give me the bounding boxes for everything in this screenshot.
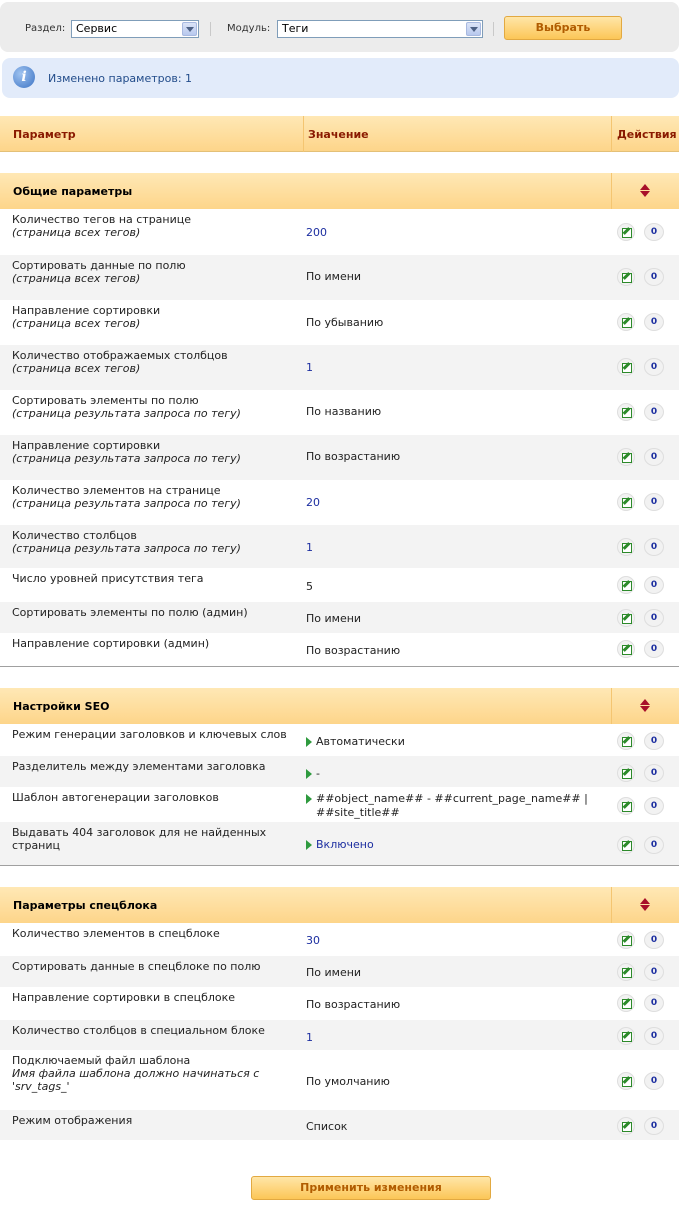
param-name [12, 791, 302, 804]
param-label: Сортировать данные в спецблоке по полю [12, 960, 261, 973]
module-select[interactable] [277, 20, 483, 38]
param-value[interactable]: По убыванию [306, 316, 384, 329]
column-divider [611, 116, 612, 152]
edit-icon[interactable] [617, 448, 635, 466]
edit-icon[interactable] [617, 732, 635, 750]
edit-icon[interactable] [617, 931, 635, 949]
table-row [0, 1110, 679, 1140]
edit-icon[interactable] [617, 493, 635, 511]
param-value[interactable]: Автоматически [306, 735, 606, 749]
chevron-down-icon[interactable] [182, 22, 197, 36]
table-row [0, 435, 679, 480]
module-select-value: Теги [282, 22, 309, 35]
edit-icon[interactable] [617, 403, 635, 421]
param-hint: (страница всех тегов) [12, 226, 141, 239]
reset-zero-button[interactable]: 0 [644, 538, 664, 556]
table-row [0, 602, 679, 633]
info-icon: i [13, 66, 35, 88]
section-divider [0, 666, 679, 667]
reset-zero-button[interactable]: 0 [644, 963, 664, 981]
table-row [0, 756, 679, 787]
reset-zero-button[interactable]: 0 [644, 576, 664, 594]
param-hint: (страница всех тегов) [12, 317, 141, 330]
info-message-text: Изменено параметров: 1 [48, 72, 193, 85]
param-name [12, 394, 302, 420]
reset-zero-button[interactable]: 0 [644, 268, 664, 286]
edit-icon[interactable] [617, 797, 635, 815]
param-label: Количество тегов на странице [12, 213, 192, 226]
edit-icon[interactable] [617, 1072, 635, 1090]
param-value[interactable]: По имени [306, 966, 362, 979]
apply-changes-button[interactable]: Применить изменения [251, 1176, 491, 1200]
edit-icon[interactable] [617, 576, 635, 594]
param-value[interactable]: По названию [306, 405, 382, 418]
param-name [12, 606, 302, 619]
edit-icon[interactable] [617, 609, 635, 627]
reset-zero-button[interactable]: 0 [644, 403, 664, 421]
edit-icon[interactable] [617, 223, 635, 241]
table-row [0, 1020, 679, 1050]
section-header [0, 887, 679, 923]
edit-icon[interactable] [617, 313, 635, 331]
param-name [12, 484, 302, 510]
column-header-value: Значение [308, 128, 369, 141]
table-row [0, 525, 679, 568]
param-label: Направление сортировки (админ) [12, 637, 210, 650]
param-value[interactable]: 5 [306, 580, 313, 593]
table-header [0, 116, 679, 152]
table-row [0, 300, 679, 345]
reset-zero-button[interactable]: 0 [644, 609, 664, 627]
param-name [12, 213, 302, 239]
reset-zero-button[interactable]: 0 [644, 1072, 664, 1090]
param-name [12, 1024, 302, 1037]
column-header-actions: Действия [617, 128, 677, 141]
table-row [0, 345, 679, 390]
param-label: Режим отображения [12, 1114, 133, 1127]
param-hint: (страница результата запроса по тегу) [12, 542, 241, 555]
divider [210, 22, 211, 36]
param-value[interactable]: 30 [306, 934, 320, 947]
param-value[interactable]: - [306, 767, 606, 781]
reset-zero-button[interactable]: 0 [644, 223, 664, 241]
reset-zero-button[interactable]: 0 [644, 797, 664, 815]
divider [493, 22, 494, 36]
reset-zero-button[interactable]: 0 [644, 931, 664, 949]
edit-icon[interactable] [617, 963, 635, 981]
column-divider [611, 887, 612, 923]
collapse-toggle-icon[interactable] [640, 184, 650, 198]
section-label: Раздел: [25, 23, 66, 34]
table-row [0, 956, 679, 987]
param-value[interactable]: 200 [306, 226, 327, 239]
section-header [0, 688, 679, 724]
reset-zero-button[interactable]: 0 [644, 732, 664, 750]
table-row [0, 1050, 679, 1110]
param-label: Количество столбцов в специальном блоке [12, 1024, 265, 1037]
table-row [0, 633, 679, 666]
param-label: Выдавать 404 заголовок для не найденных страниц [12, 826, 267, 852]
chevron-down-icon[interactable] [466, 22, 481, 36]
param-label: Разделитель между элементами заголовка [12, 760, 266, 773]
param-hint: (страница всех тегов) [12, 272, 141, 285]
table-row [0, 787, 679, 822]
section-title: Параметры спецблока [13, 899, 158, 912]
param-value[interactable]: По возрастанию [306, 450, 401, 463]
param-name [12, 637, 302, 650]
param-label: Направление сортировки [12, 304, 161, 317]
param-label: Сортировать элементы по полю [12, 394, 199, 407]
reset-zero-button[interactable]: 0 [644, 836, 664, 854]
param-value[interactable]: По имени [306, 612, 362, 625]
module-label: Модуль: [227, 23, 271, 34]
param-label: Сортировать элементы по полю (админ) [12, 606, 248, 619]
param-hint: Имя файла шаблона должно начинаться с 'srv_tags_' [12, 1067, 260, 1093]
table-row [0, 255, 679, 300]
param-label: Количество элементов в спецблоке [12, 927, 220, 940]
param-value[interactable]: 1 [306, 361, 313, 374]
edit-icon[interactable] [617, 994, 635, 1012]
table-row [0, 822, 679, 865]
table-row [0, 568, 679, 602]
reset-zero-button[interactable]: 0 [644, 313, 664, 331]
table-row [0, 209, 679, 255]
param-hint: (страница результата запроса по тегу) [12, 497, 241, 510]
param-label: Направление сортировки в спецблоке [12, 991, 236, 1004]
param-name [12, 927, 302, 940]
param-name [12, 529, 302, 555]
param-name [12, 826, 302, 852]
param-value[interactable]: Список [306, 1120, 348, 1133]
column-divider [303, 116, 304, 152]
param-value[interactable]: Включено [306, 838, 606, 852]
param-name [12, 304, 302, 330]
table-row [0, 390, 679, 435]
select-button[interactable]: Выбрать [504, 16, 622, 40]
param-label: Режим генерации заголовков и ключевых слов [12, 728, 287, 741]
param-label: Шаблон автогенерации заголовков [12, 791, 219, 804]
param-label: Сортировать данные по полю [12, 259, 186, 272]
edit-icon[interactable] [617, 1117, 635, 1135]
param-label: Количество отображаемых столбцов [12, 349, 228, 362]
param-name [12, 760, 302, 773]
param-value[interactable]: По имени [306, 270, 362, 283]
param-label: Направление сортировки [12, 439, 161, 452]
param-hint: (страница результата запроса по тегу) [12, 452, 241, 465]
collapse-toggle-icon[interactable] [640, 898, 650, 912]
edit-icon[interactable] [617, 358, 635, 376]
reset-zero-button[interactable]: 0 [644, 1117, 664, 1135]
param-name [12, 259, 302, 285]
collapse-toggle-icon[interactable] [640, 699, 650, 713]
reset-zero-button[interactable]: 0 [644, 640, 664, 658]
param-value[interactable]: 20 [306, 496, 320, 509]
param-value[interactable]: ##object_name## - ##current_page_name## | ##site_title## [306, 792, 606, 820]
column-header-param: Параметр [13, 128, 76, 141]
param-name [12, 349, 302, 375]
section-title: Общие параметры [13, 185, 133, 198]
table-row [0, 724, 679, 756]
edit-icon[interactable] [617, 836, 635, 854]
param-hint: (страница всех тегов) [12, 362, 141, 375]
param-value[interactable]: 1 [306, 541, 313, 554]
param-name [12, 1054, 302, 1093]
param-name [12, 572, 302, 585]
param-label: Число уровней присутствия тега [12, 572, 204, 585]
param-name [12, 991, 302, 1004]
reset-zero-button[interactable]: 0 [644, 493, 664, 511]
edit-icon[interactable] [617, 268, 635, 286]
edit-icon[interactable] [617, 538, 635, 556]
param-hint: (страница результата запроса по тегу) [12, 407, 241, 420]
param-name [12, 439, 302, 465]
section-header [0, 173, 679, 209]
param-name [12, 1114, 302, 1127]
column-divider [611, 688, 612, 724]
param-value[interactable]: По возрастанию [306, 644, 401, 657]
column-divider [611, 173, 612, 209]
reset-zero-button[interactable]: 0 [644, 448, 664, 466]
table-row [0, 987, 679, 1020]
section-select-value: Сервис [76, 22, 118, 35]
param-label: Количество элементов на странице [12, 484, 221, 497]
info-message [2, 58, 679, 98]
edit-icon[interactable] [617, 764, 635, 782]
section-divider [0, 865, 679, 866]
param-value[interactable]: По возрастанию [306, 998, 401, 1011]
reset-zero-button[interactable]: 0 [644, 764, 664, 782]
param-value[interactable]: 1 [306, 1031, 313, 1044]
filter-bar [0, 2, 679, 52]
reset-zero-button[interactable]: 0 [644, 994, 664, 1012]
param-name [12, 728, 302, 741]
edit-icon[interactable] [617, 1027, 635, 1045]
reset-zero-button[interactable]: 0 [644, 1027, 664, 1045]
reset-zero-button[interactable]: 0 [644, 358, 664, 376]
param-name [12, 960, 302, 973]
param-label: Подключаемый файл шаблона [12, 1054, 191, 1067]
table-row [0, 480, 679, 525]
section-title: Настройки SEO [13, 700, 110, 713]
param-label: Количество столбцов [12, 529, 137, 542]
param-value[interactable]: По умолчанию [306, 1075, 390, 1088]
table-row [0, 923, 679, 956]
section-select[interactable] [71, 20, 199, 38]
edit-icon[interactable] [617, 640, 635, 658]
